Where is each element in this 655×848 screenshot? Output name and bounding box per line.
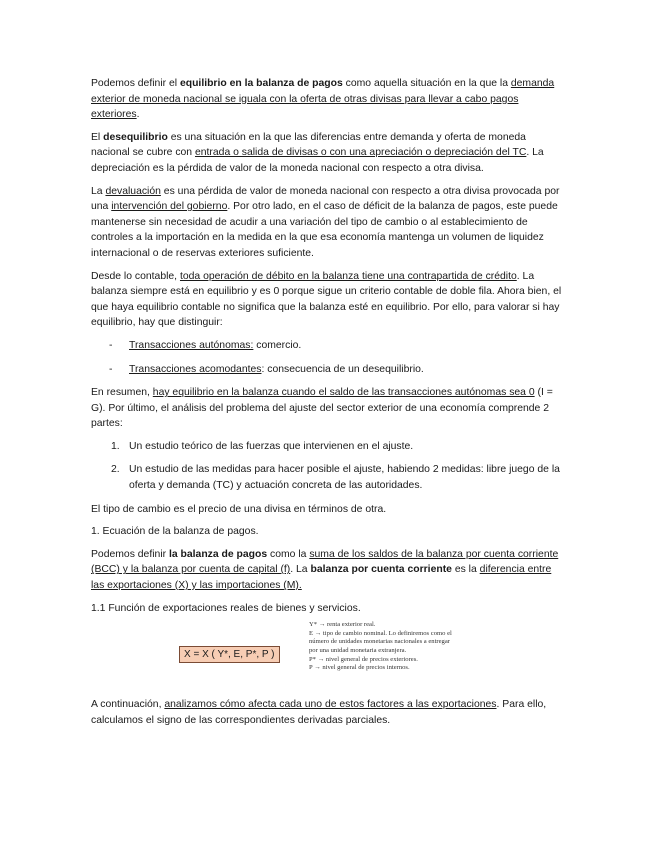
transacciones-list [91, 338, 565, 377]
underlined-text: toda operación de débito en la balanza tiene una contrapartida de crédito [179, 270, 517, 282]
underlined-text: Transacciones acomodantes [129, 363, 262, 375]
paragraph-tipo-cambio: El tipo de cambio es el precio de una divisa en términos de otra. [91, 503, 387, 515]
text: es la [451, 564, 480, 576]
variable-legend [309, 621, 559, 673]
list-item [91, 439, 565, 455]
formula-block [91, 623, 565, 689]
text: como la [267, 548, 310, 560]
paragraph-balanza-pagos [91, 547, 565, 594]
paragraph-resumen [91, 385, 565, 432]
list-item [91, 338, 565, 354]
underlined-text: intervención del gobierno [111, 201, 228, 213]
bold-term: desequilibrio [103, 131, 168, 143]
list-number: 2. [111, 464, 120, 476]
text: . La depreciación es la pérdida de valor de la moneda nacional con respecto a otra divisa. [91, 147, 544, 174]
paragraph-continuacion [91, 697, 565, 728]
bold-term: equilibrio en la balanza de pagos [179, 78, 343, 89]
legend-line: P → nivel general de precios internos. [309, 664, 410, 672]
text: El [91, 131, 104, 143]
paragraph-equilibrio [91, 76, 565, 123]
paragraph-contable [91, 269, 565, 331]
legend-line: número de unidades monetarias nacionales a entregar [309, 638, 450, 646]
text: Desde lo contable, [91, 270, 180, 282]
text: como aquella situación en la que la [342, 78, 511, 89]
bold-term: la balanza de pagos [168, 548, 268, 560]
subsection-heading-exportaciones: 1.1 Función de exportaciones reales de bienes y servicios. [91, 602, 361, 614]
underlined-text: diferencia entre las exportaciones (X) y las importaciones (M). [91, 564, 552, 592]
list-bullet: - [109, 339, 113, 351]
legend-line: E → tipo de cambio nominal. Lo definiremos como el [309, 629, 452, 637]
section-heading-ecuacion: 1. Ecuación de la balanza de pagos. [91, 526, 259, 538]
text: es una pérdida de valor de moneda nacional con respecto a otra divisa provocada por una [91, 185, 560, 213]
text: : consecuencia de un desequilibrio. [261, 363, 424, 375]
text: . Para ello, calculamos el signo de las correspondientes derivadas parciales. [91, 699, 547, 726]
text: Un estudio teórico de las fuerzas que intervienen en el ajuste. [129, 440, 414, 452]
list-item [91, 462, 565, 493]
underlined-text: demanda exterior de moneda nacional se iguala con la oferta de otras divisas para llevar a cabo pagos exteriores [91, 78, 555, 121]
text: . [136, 109, 140, 121]
document-body [91, 76, 565, 735]
underlined-text: entrada o salida de divisas o con una apreciación o depreciación del TC [194, 147, 527, 159]
text: es una situación en la que las diferencias entre demanda y oferta de moneda nacional se cubre con [91, 131, 526, 159]
underlined-text: Transacciones autónomas: [129, 339, 254, 351]
underlined-text: hay equilibrio en la balanza cuando el saldo de las transacciones autónomas sea 0 [152, 387, 535, 399]
text: Podemos definir el [91, 78, 180, 89]
text: . Por otro lado, en el caso de déficit de la balanza de pagos, este puede mantenerse sin necesidad de acudir a una variación del tipo de cambio o al establecimiento de controles a la importación en la medida en la que esa economía mantenga un volumen de liquidez internacional o de reservas exteriores suficiente. [91, 201, 558, 259]
text: Podemos definir [91, 548, 169, 560]
underlined-text: analizamos cómo afecta cada uno de estos factores a las exportaciones [164, 699, 497, 711]
partes-list [91, 439, 565, 494]
text: La [91, 185, 106, 197]
text: (I = G). Por último, el análisis del problema del ajuste del sector exterior de una economía comprende 2 partes: [91, 387, 553, 430]
paragraph-desequilibrio [91, 130, 565, 177]
export-function-formula: X = X ( Y*, E, P*, P ) [179, 646, 280, 663]
text: En resumen, [91, 387, 153, 399]
text: . La [290, 564, 311, 576]
text: comercio. [253, 339, 302, 351]
legend-line: por una unidad monetaria extranjera. [309, 647, 407, 654]
legend-line: Y* → renta exterior real. [309, 621, 376, 629]
underlined-text: devaluación [105, 185, 161, 197]
list-item [91, 362, 565, 378]
text: . La balanza siempre está en equilibrio y es 0 porque sigue un criterio contable de doble fila. Ahora bien, el que haya equilibrio contable no significa que la balanza esté en equilibrio. Por ello, para valorar si hay equilibrio, hay que distinguir: [91, 270, 562, 329]
underlined-text: suma de los saldos de la balanza por cuenta corriente (BCC) y la balanza por cuenta de capital (f) [91, 548, 559, 576]
list-number: 1. [111, 440, 120, 452]
legend-line: P* → nivel general de precios exteriores. [309, 655, 418, 663]
paragraph-devaluacion [91, 184, 565, 262]
text: A continuación, [91, 699, 165, 711]
bold-term: balanza por cuenta corriente [310, 564, 452, 576]
list-bullet: - [109, 363, 113, 375]
text: Un estudio de las medidas para hacer posible el ajuste, habiendo 2 medidas: libre juego de la oferta y demanda (TC) y actuación concreta de las autoridades. [129, 464, 560, 492]
